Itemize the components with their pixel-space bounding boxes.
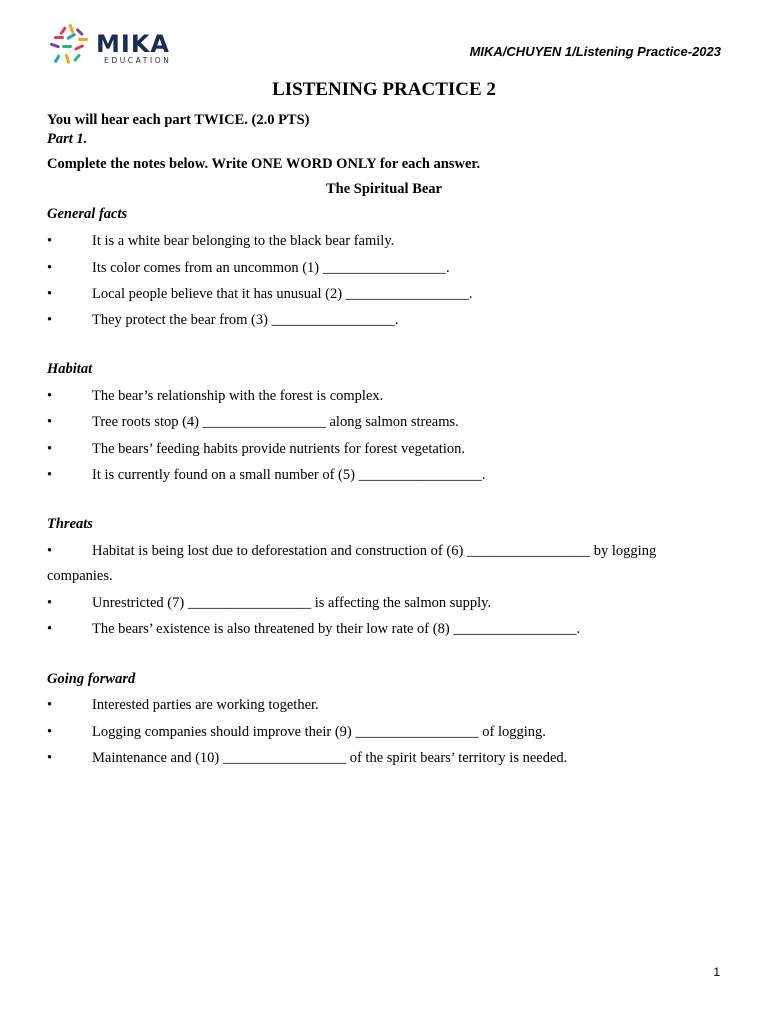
list-item-text: The bears’ existence is also threatened by their low rate of (8) _________________. [92, 621, 581, 637]
list-item-text: Unrestricted (7) _________________ is affecting the salmon supply. [92, 595, 492, 611]
bullet-icon: • [47, 724, 53, 740]
list-item-text: Tree roots stop (4) _________________ along salmon streams. [92, 414, 459, 430]
bullet-icon: • [47, 414, 53, 430]
instruction-line-1: You will hear each part TWICE. (2.0 PTS) [47, 112, 310, 128]
list-item-text: They protect the bear from (3) _________________. [92, 312, 399, 328]
bullet-icon: • [47, 441, 53, 457]
bullet-icon: • [47, 467, 53, 483]
mika-logo-mark-icon [48, 24, 94, 68]
section-heading-threats: Threats [47, 516, 93, 532]
bullet-icon: • [47, 312, 53, 328]
bullet-icon: • [47, 750, 53, 766]
bullet-icon: • [47, 233, 53, 249]
list-item-text: Local people believe that it has unusual (2) _________________. [92, 286, 473, 302]
part-label: Part 1. [47, 131, 88, 147]
list-item-text: The bears’ feeding habits provide nutrients for forest vegetation. [92, 441, 465, 457]
bullet-icon: • [47, 543, 53, 559]
bullet-icon: • [47, 388, 53, 404]
list-item-text: Maintenance and (10) _________________ of the spirit bears’ territory is needed. [92, 750, 568, 766]
list-item-text: Habitat is being lost due to deforestation and construction of (6) _________________ by logging [92, 543, 657, 559]
instruction-line-2: Complete the notes below. Write ONE WORD ONLY for each answer. [47, 156, 481, 172]
list-item-text: Logging companies should improve their (9) _________________ of logging. [92, 724, 546, 740]
bullet-icon: • [47, 621, 53, 637]
mika-logo [48, 24, 188, 68]
section-heading-general: General facts [47, 206, 128, 222]
page-title: LISTENING PRACTICE 2 [272, 79, 496, 100]
list-item-text: Its color comes from an uncommon (1) _________________. [92, 260, 450, 276]
bullet-icon: • [47, 286, 53, 302]
list-item-text: It is currently found on a small number of (5) _________________. [92, 467, 486, 483]
bullet-icon: • [47, 595, 53, 611]
logo-wordmark: MIKA [96, 30, 170, 58]
list-item-text: It is a white bear belonging to the black bear family. [92, 233, 395, 249]
list-item-text: The bear’s relationship with the forest is complex. [92, 388, 384, 404]
topic-title: The Spiritual Bear [325, 181, 442, 197]
page-number: 1 [713, 965, 720, 979]
section-heading-habitat: Habitat [47, 361, 93, 377]
list-item-text: Interested parties are working together. [92, 697, 319, 713]
bullet-icon: • [47, 697, 53, 713]
document-reference: MIKA/CHUYEN 1/Listening Practice-2023 [469, 44, 721, 59]
section-heading-going-forward: Going forward [47, 671, 136, 687]
bullet-icon: • [47, 260, 53, 276]
list-item-text-continued: companies. [47, 568, 113, 584]
logo-subtitle: EDUCATION [104, 56, 172, 65]
list-item [47, 539, 737, 589]
